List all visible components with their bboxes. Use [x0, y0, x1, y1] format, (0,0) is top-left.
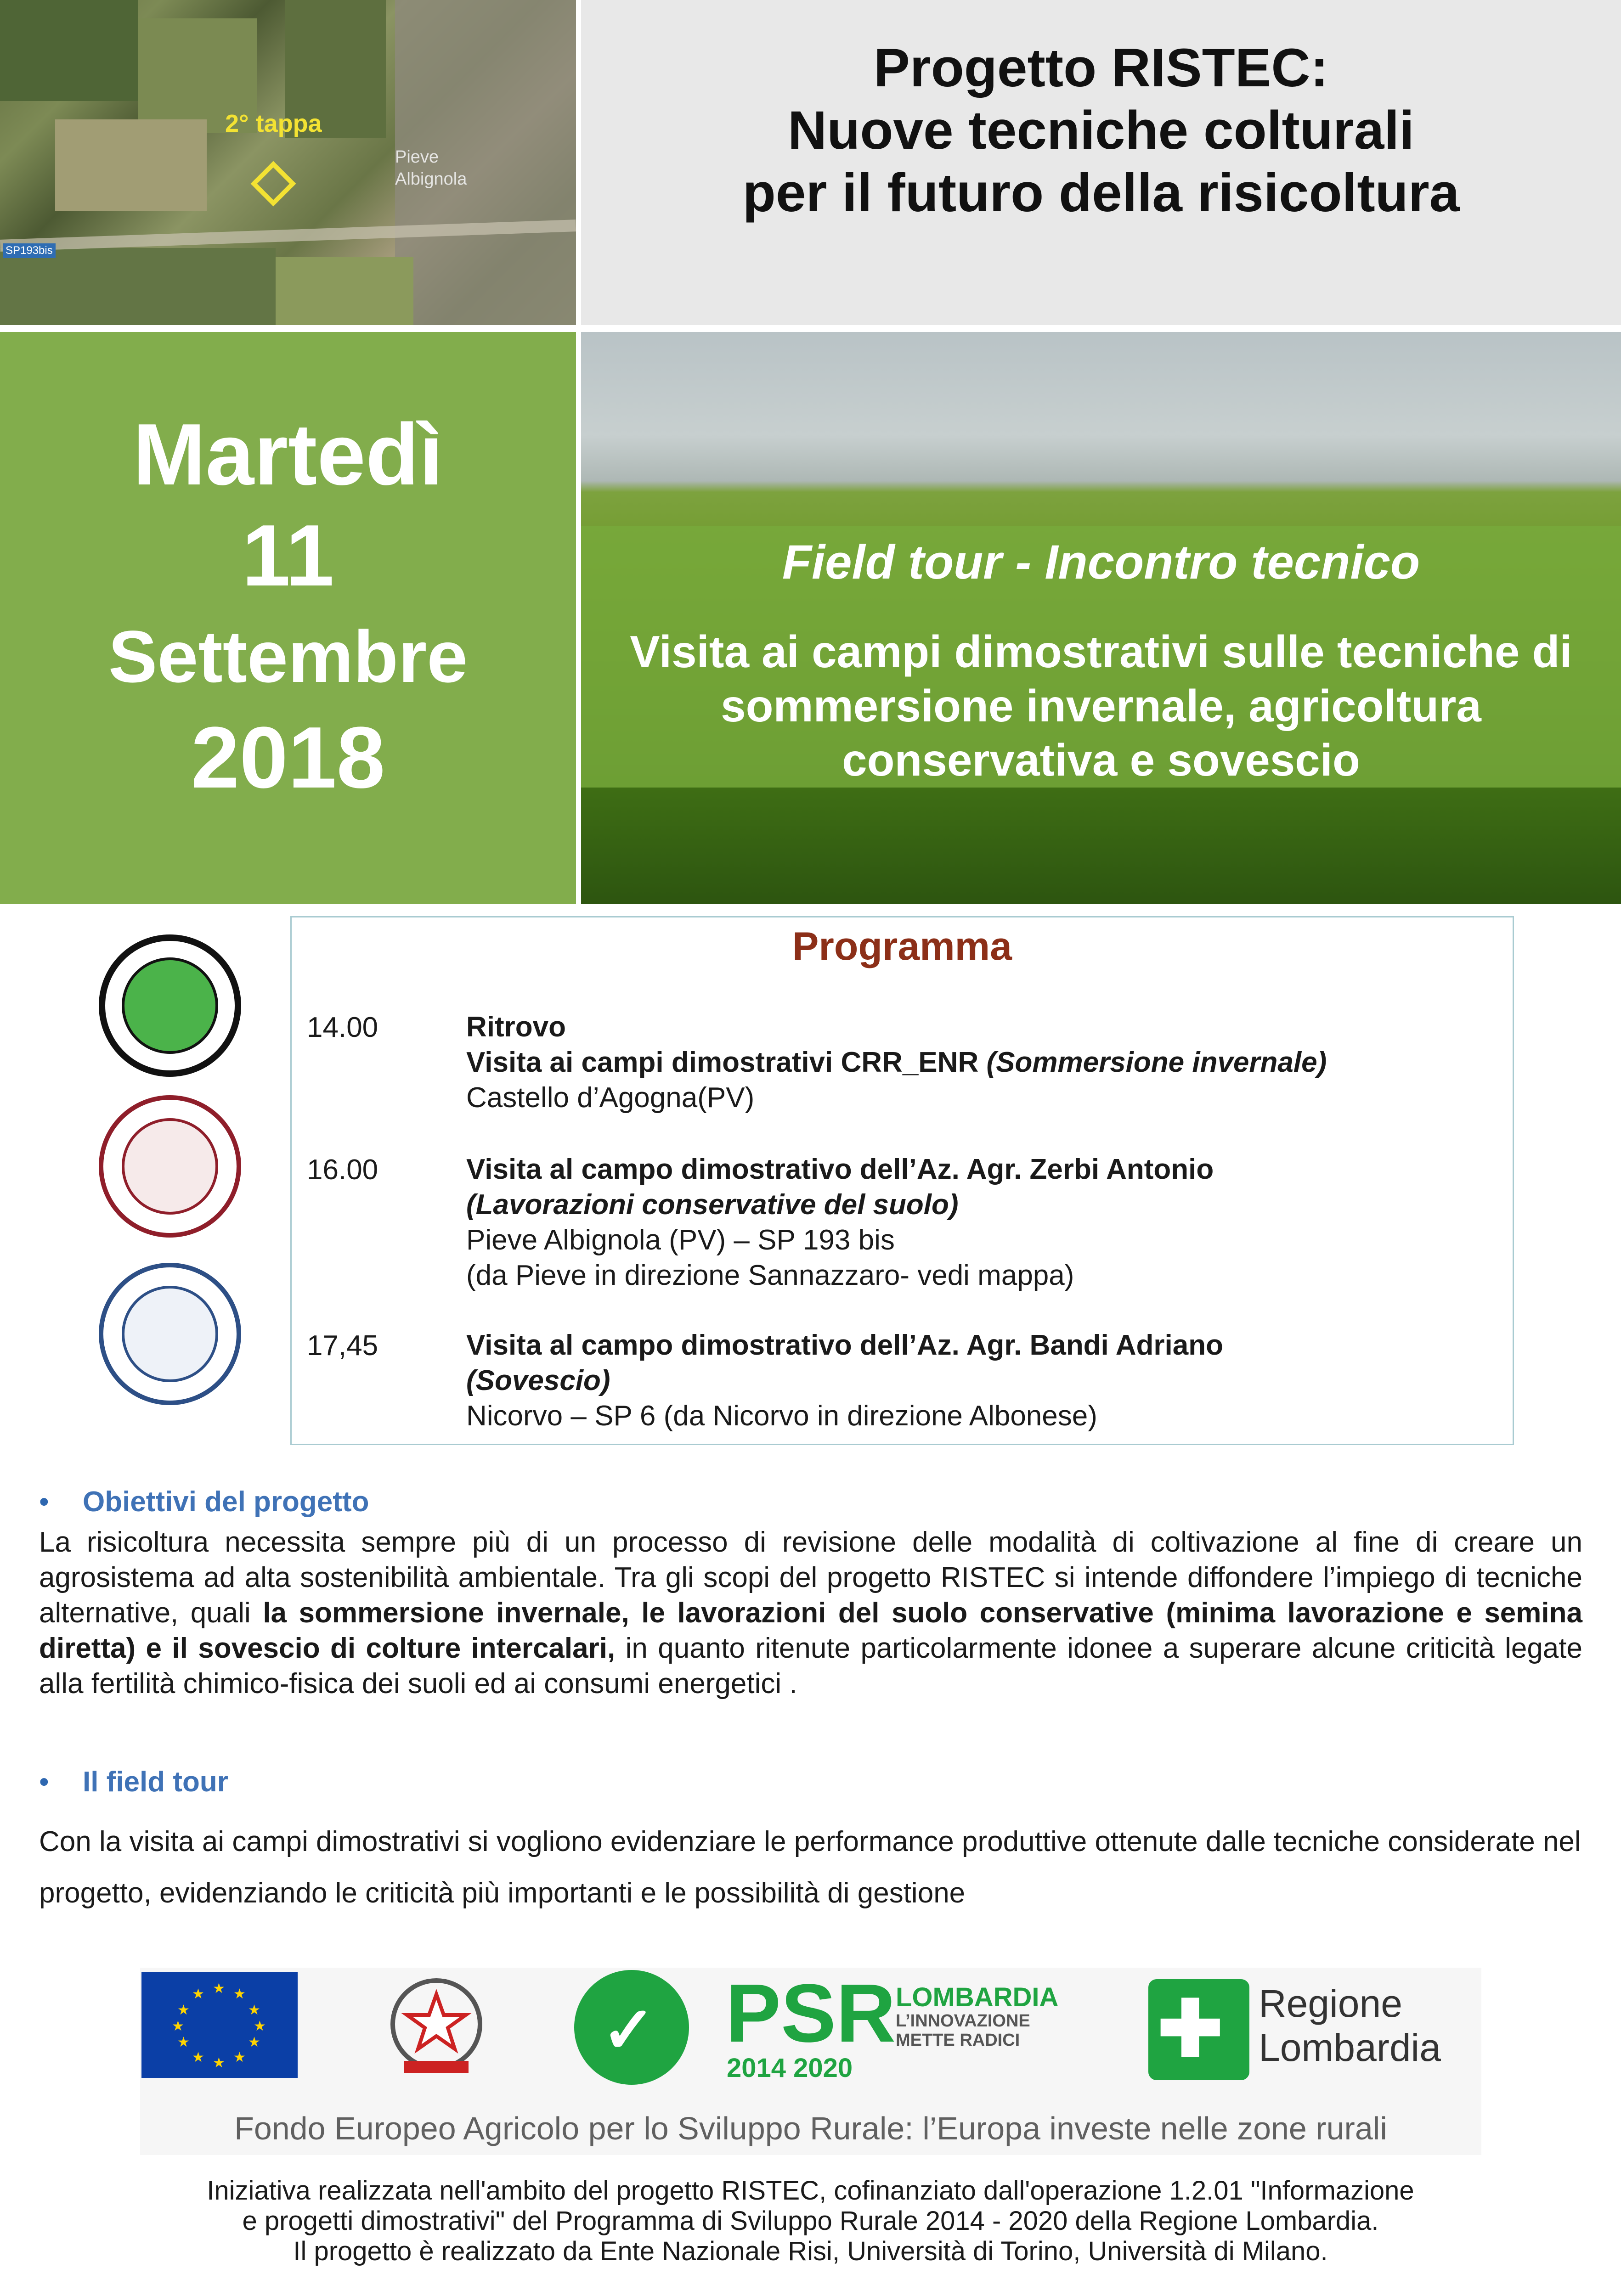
- objectives-text-bold: la sommersione invernale, le lavorazioni del suolo conservative (minima lavorazione e semina diretta) e il sovescio di colture intercalari,: [39, 1597, 1582, 1664]
- map-town-label: [395, 146, 467, 190]
- feasr-slogan: Fondo Europeo Agricolo per lo Sviluppo Rurale: l’Europa investe nelle zone rurali: [234, 2110, 1387, 2146]
- programme-item-location: Castello d’Agogna(PV): [466, 1082, 755, 1114]
- date-day: 11: [242, 507, 334, 604]
- map-town-line: Pieve: [395, 147, 439, 167]
- event-date: [0, 404, 576, 808]
- programme-item-location: Pieve Albignola (PV) – SP 193 bis: [466, 1224, 895, 1256]
- psr-logo-text: PSR: [726, 1967, 896, 2060]
- torino-seal-emblem: [122, 1118, 218, 1215]
- lombardia-rose-icon: ✚: [1158, 1986, 1223, 2073]
- event-description: [581, 625, 1621, 787]
- date-year: 2018: [191, 709, 385, 806]
- event-title: Field tour - Incontro tecnico: [782, 535, 1420, 589]
- field-tour-text: Con la visita ai campi dimostrativi si vogliono evidenziare le performance produttive ottenute dalle tecniche considerate nel progetto, evidenziando le criticità più importanti e le possibilità di gestione: [39, 1826, 1581, 1909]
- psr-slogan-line: L’INNOVAZIONE: [896, 2011, 1030, 2031]
- psr-years: 2014 2020: [727, 2053, 853, 2083]
- programme-item-italic: (Sommersione invernale): [986, 1047, 1327, 1078]
- page-title: [581, 37, 1621, 224]
- footer-line: Il progetto è realizzato da Ente Nazionale Risi, Università di Torino, Università di Milano.: [293, 2236, 1328, 2266]
- psr-slogan-line: METTE RADICI: [896, 2031, 1020, 2050]
- date-weekday: Martedì: [133, 406, 443, 503]
- map-road-sign: SP193bis: [3, 243, 56, 258]
- location-map: [0, 0, 576, 325]
- programme-item-location: Nicorvo – SP 6 (da Nicorvo in direzione Albonese): [466, 1400, 1097, 1432]
- programme-item-subtitle: (Lavorazioni conservative del suolo): [466, 1189, 959, 1221]
- programme-time: 17,45: [307, 1330, 378, 1362]
- programme-item-title: Ritrovo: [466, 1011, 566, 1043]
- bullet-icon: •: [39, 1486, 49, 1518]
- milano-seal-emblem: [122, 1286, 218, 1382]
- programme-item-title: Visita al campo dimostrativo dell’Az. Agr. Bandi Adriano: [466, 1329, 1223, 1361]
- programme-item-bold: Visita ai campi dimostrativi CRR_ENR: [466, 1047, 987, 1078]
- regione-lombardia-text: [1259, 1981, 1441, 2070]
- programme-item-directions: (da Pieve in direzione Sannazzaro- vedi mappa): [466, 1260, 1074, 1291]
- programme-title: Programma: [792, 924, 1012, 968]
- objectives-text-part: in quanto ritenute particolarmente idonee a superare alcune criticità legate alla fertilità chimico-fisica dei suoli ed ai consumi energetici .: [39, 1632, 1582, 1699]
- objectives-text-part: La risicoltura necessita sempre più di un processo di revisione delle modalità di coltivazione al fine di creare un agrosistema ad alta sostenibilità ambientale. Tra gli scopi del progetto RISTEC si intende diffondere l’impiego di tecniche alternative, quali: [39, 1526, 1582, 1629]
- programme-item: [466, 1328, 1223, 1434]
- section-title-objectives: Obiettivi del progetto: [83, 1486, 369, 1518]
- map-stage-label: 2° tappa: [225, 110, 322, 137]
- event-description-line: conservativa e sovescio: [842, 735, 1360, 785]
- regione-line: Lombardia: [1259, 2026, 1441, 2069]
- italian-republic-emblem-icon: [386, 1969, 487, 2084]
- footer-line: Iniziativa realizzata nell'ambito del progetto RISTEC, cofinanziato dall'operazione 1.2.01 "Informazione: [207, 2176, 1414, 2206]
- check-icon: ✓: [602, 1994, 656, 2066]
- event-description-line: Visita ai campi dimostrativi sulle tecniche di: [630, 626, 1572, 677]
- programme-item: [466, 1152, 1214, 1293]
- title-line: per il futuro della risicoltura: [742, 163, 1460, 223]
- programme-item: [466, 1009, 1327, 1115]
- eu-flag-icon: ★ ★ ★ ★ ★ ★ ★ ★ ★ ★ ★ ★: [141, 1972, 298, 2078]
- footer-line: e progetti dimostrativi" del Programma di Sviluppo Rurale 2014 - 2020 della Regione Lombardia.: [242, 2206, 1379, 2236]
- bullet-icon: •: [39, 1766, 49, 1798]
- rice-plant-icon: [122, 957, 218, 1054]
- title-line: Progetto RISTEC:: [874, 38, 1328, 98]
- title-line: Nuove tecniche colturali: [788, 100, 1414, 161]
- date-month: Settembre: [108, 615, 468, 698]
- map-town-line: Albignola: [395, 169, 467, 189]
- psr-region: LOMBARDIA: [896, 1982, 1059, 2012]
- psr-slogan: [896, 2011, 1030, 2050]
- regione-line: Regione: [1259, 1982, 1402, 2025]
- programme-time: 16.00: [307, 1154, 378, 1186]
- event-description-line: sommersione invernale, agricoltura: [721, 681, 1481, 731]
- programme-item-line: [466, 1045, 1327, 1080]
- programme-item-title: Visita al campo dimostrativo dell’Az. Agr. Zerbi Antonio: [466, 1154, 1214, 1185]
- footer-note: [0, 2176, 1621, 2267]
- objectives-text: [39, 1525, 1582, 1701]
- programme-item-subtitle: (Sovescio): [466, 1365, 610, 1396]
- programme-time: 14.00: [307, 1012, 378, 1043]
- section-title-field-tour: Il field tour: [83, 1766, 228, 1798]
